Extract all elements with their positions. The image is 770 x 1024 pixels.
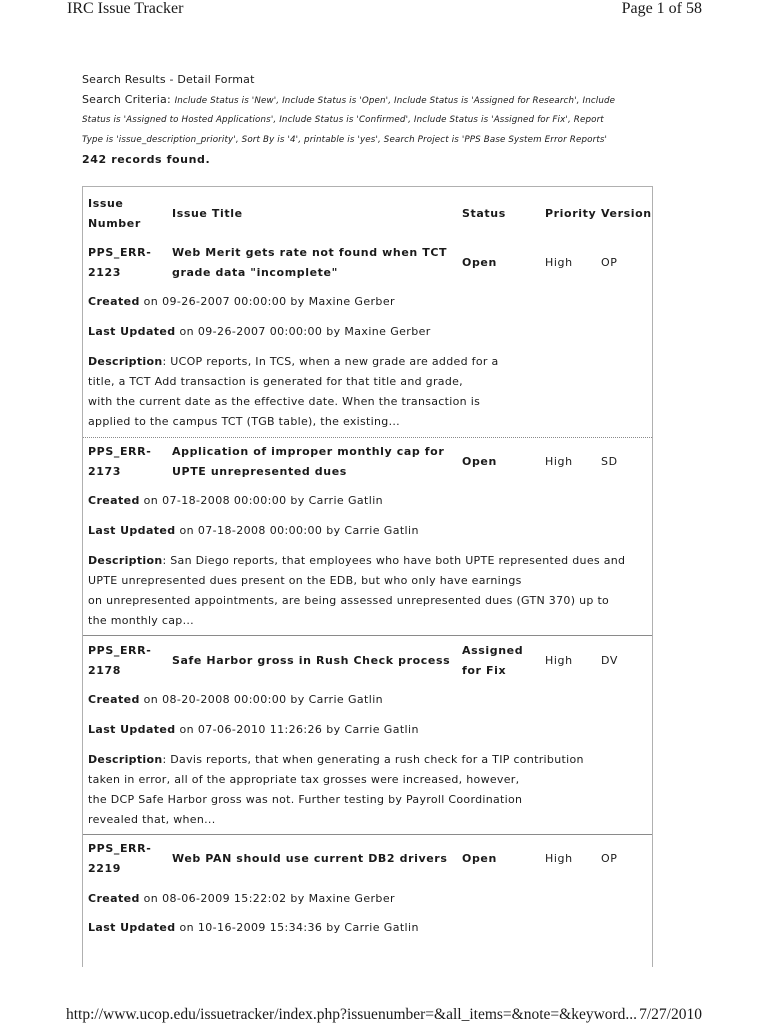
col-priority: Priority: [545, 207, 597, 220]
description-text-3: with the current date as the effective date. When the transaction is: [88, 395, 481, 408]
updated-value: on 10-16-2009 15:34:36 by Carrie Gatlin: [175, 921, 419, 934]
issue-title: [172, 243, 447, 283]
issue-number-line-2: 2178: [88, 664, 122, 677]
issue-title-line-1: Application of improper monthly cap for: [172, 445, 445, 458]
col-version: Version: [601, 207, 652, 220]
created-value: on 07-18-2008 00:00:00 by Carrie Gatlin: [139, 494, 384, 507]
updated-value: on 07-18-2008 00:00:00 by Carrie Gatlin: [175, 524, 419, 537]
format-line: Search Results - Detail Format: [82, 73, 255, 86]
updated-label: Last Updated: [88, 524, 176, 537]
issue-status: Open: [462, 256, 497, 269]
description-text-1: : San Diego reports, that employees who have both UPTE represented dues and: [162, 554, 626, 567]
footer-url: http://www.ucop.edu/issuetracker/index.php?issuenumber=&all_items=&note=&keyword...: [66, 1006, 638, 1023]
issue-number-line-1: PPS_ERR-: [88, 246, 152, 259]
issue-version: OP: [601, 256, 618, 269]
issue-title-line-2: grade data "incomplete": [172, 266, 338, 279]
row-divider: [83, 834, 652, 835]
issue-status-line-1: Assigned: [462, 644, 524, 657]
page-number: Page 1 of 58: [621, 0, 702, 17]
description-text-4: the monthly cap...: [88, 614, 194, 627]
description-text-4: revealed that, when...: [88, 813, 216, 826]
updated-value: on 07-06-2010 11:26:26 by Carrie Gatlin: [175, 723, 419, 736]
issue-status-line-2: for Fix: [462, 664, 507, 677]
description-text-1: : Davis reports, that when generating a rush check for a TIP contribution: [162, 753, 584, 766]
issue-status: Open: [462, 852, 497, 865]
col-issue-number-line-2: Number: [88, 217, 141, 230]
issue-priority: High: [545, 455, 573, 468]
col-status: Status: [462, 207, 506, 220]
issue-title: [172, 442, 444, 482]
issue-title-line-1: Web Merit gets rate not found when TCT: [172, 246, 448, 259]
issue-number-line-1: PPS_ERR-: [88, 445, 152, 458]
issue-number-line-2: 2173: [88, 465, 122, 478]
description-text-3: on unrepresented appointments, are being assessed unrepresented dues (GTN 370) up to: [88, 594, 610, 607]
col-issue-number-line-1: Issue: [88, 197, 124, 210]
issue-priority: High: [545, 256, 573, 269]
issue-number: [88, 442, 151, 482]
description-label: Description: [88, 355, 163, 368]
issue-updated: [88, 720, 419, 740]
footer-date: 7/27/2010: [639, 1006, 702, 1023]
criteria-text-2: Status is 'Assigned to Hosted Applications', Include Status is 'Confirmed', Include Status is 'Assigned for Fix', Report: [82, 115, 604, 125]
updated-label: Last Updated: [88, 325, 176, 338]
issue-number-line-2: 2219: [88, 862, 122, 875]
issue-number-line-1: PPS_ERR-: [88, 644, 152, 657]
criteria-text-3: Type is 'issue_description_priority', Sort By is '4', printable is 'yes', Search Project is 'PPS Base System Error Reports': [82, 135, 608, 145]
issue-title-line-2: UPTE unrepresented dues: [172, 465, 347, 478]
col-issue-number: [88, 194, 141, 234]
issue-created: [88, 491, 383, 511]
criteria-text-1: Include Status is 'New', Include Status is 'Open', Include Status is 'Assigned for Research', Include: [174, 96, 616, 106]
created-value: on 08-20-2008 00:00:00 by Carrie Gatlin: [139, 693, 384, 706]
issue-version: OP: [601, 852, 618, 865]
row-divider: [83, 635, 652, 636]
description-text-2: taken in error, all of the appropriate tax grosses were increased, however,: [88, 773, 520, 786]
header-title: IRC Issue Tracker: [67, 0, 184, 17]
issue-number: [88, 243, 151, 283]
issue-created: [88, 690, 383, 710]
created-value: on 08-06-2009 15:22:02 by Maxine Gerber: [139, 892, 395, 905]
issue-description: [88, 551, 628, 631]
updated-label: Last Updated: [88, 921, 176, 934]
description-line-1: [88, 551, 628, 571]
updated-value: on 09-26-2007 00:00:00 by Maxine Gerber: [175, 325, 431, 338]
description-text-4: applied to the campus TCT (TGB table), the existing...: [88, 415, 400, 428]
issue-created: [88, 889, 395, 909]
created-label: Created: [88, 494, 140, 507]
issue-priority: High: [545, 852, 573, 865]
issue-title: Web PAN should use current DB2 drivers: [172, 852, 448, 865]
created-label: Created: [88, 693, 140, 706]
issue-status: [462, 641, 523, 681]
description-text-2: UPTE unrepresented dues present on the EDB, but who only have earnings: [88, 574, 522, 587]
issue-description: [88, 352, 628, 432]
created-label: Created: [88, 295, 140, 308]
issue-version: DV: [601, 654, 619, 667]
issue-version: SD: [601, 455, 618, 468]
description-label: Description: [88, 753, 163, 766]
issue-number-line-1: PPS_ERR-: [88, 842, 152, 855]
description-line-1: [88, 750, 628, 770]
results-table: [82, 186, 653, 967]
search-criteria: [82, 70, 662, 170]
description-text-1: : UCOP reports, In TCS, when a new grade are added for a: [162, 355, 499, 368]
issue-updated: [88, 322, 431, 342]
issue-created: [88, 292, 395, 312]
description-text-3: the DCP Safe Harbor gross was not. Further testing by Payroll Coordination: [88, 793, 523, 806]
created-label: Created: [88, 892, 140, 905]
issue-updated: [88, 521, 419, 541]
row-divider: [83, 437, 652, 438]
description-text-2: title, a TCT Add transaction is generated for that title and grade,: [88, 375, 463, 388]
issue-number: [88, 641, 151, 681]
description-label: Description: [88, 554, 163, 567]
issue-number-line-2: 2123: [88, 266, 122, 279]
col-issue-title: Issue Title: [172, 207, 243, 220]
issue-number: [88, 839, 151, 879]
issue-priority: High: [545, 654, 573, 667]
updated-label: Last Updated: [88, 723, 176, 736]
issue-status: Open: [462, 455, 497, 468]
criteria-label: Search Criteria:: [82, 93, 171, 106]
issue-description: [88, 750, 628, 830]
description-line-1: [88, 352, 628, 372]
created-value: on 09-26-2007 00:00:00 by Maxine Gerber: [139, 295, 395, 308]
issue-updated: [88, 918, 419, 938]
criteria-line-1: [82, 90, 662, 110]
issue-title: Safe Harbor gross in Rush Check process: [172, 654, 451, 667]
records-count: 242 records found.: [82, 153, 211, 166]
